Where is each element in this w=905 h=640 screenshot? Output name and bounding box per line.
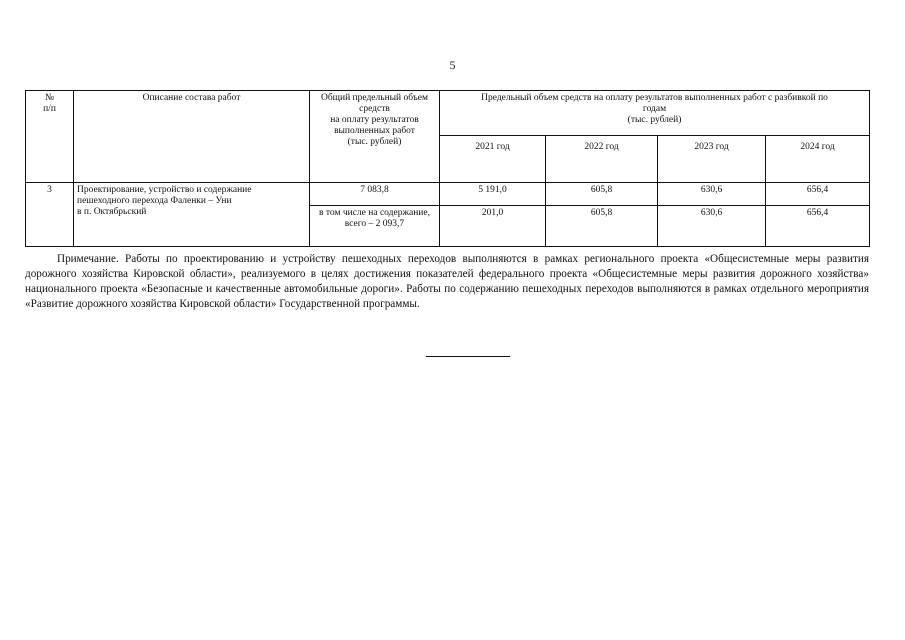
header-by-years-line: (тыс. рублей): [627, 115, 682, 125]
header-by-years-line: годам: [642, 104, 667, 114]
row-total: 7 083,8: [310, 183, 440, 206]
row-description-line: пешеходного перехода Фаленки – Уни: [77, 196, 232, 206]
page-number: 5: [449, 58, 456, 72]
header-total-line: (тыс. рублей): [347, 137, 402, 147]
row-value-2021: 5 191,0: [440, 183, 546, 206]
header-total-line: Общий предельный объем: [320, 93, 428, 103]
header-total: [310, 91, 440, 183]
works-table: [25, 90, 870, 247]
row-description-line: в п. Октябрьский: [77, 207, 147, 217]
row-value-2024: 656,4: [766, 183, 870, 206]
header-by-years-line: Предельный объем средств на оплату результатов выполненных работ с разбивкой по: [481, 93, 828, 103]
subrow-total-line: в том числе на содержание,: [319, 208, 430, 218]
table-row: [26, 183, 870, 206]
subrow-total: [310, 206, 440, 247]
row-value-2023: 630,6: [658, 183, 766, 206]
header-year-2024: 2024 год: [766, 136, 870, 183]
subrow-value-2022: 605,8: [546, 206, 658, 247]
row-num: 3: [26, 183, 74, 247]
end-rule: [426, 356, 510, 357]
header-year-2023: 2023 год: [658, 136, 766, 183]
subrow-value-2021: 201,0: [440, 206, 546, 247]
header-total-line: средств: [359, 104, 390, 114]
row-description: [74, 183, 310, 247]
header-total-line: выполненных работ: [334, 126, 415, 136]
header-num-line1: №: [44, 93, 55, 103]
header-row: [26, 91, 870, 136]
header-num: [26, 91, 74, 183]
header-year-2022: 2022 год: [546, 136, 658, 183]
header-by-years: [440, 91, 870, 136]
header-total-line: на оплату результатов: [330, 115, 419, 125]
header-year-2021: 2021 год: [440, 136, 546, 183]
note-paragraph: Примечание. Работы по проектированию и устройству пешеходных переходов выполняются в рамках регионального проекта «Общесистемные меры развития дорожного хозяйства Кировской области», реализуемого в целях достижения показателей федерального проекта «Общесистемные меры развития дорожного хозяйства» национального проекта «Безопасные и качественные автомобильные дороги». Работы по содержанию пешеходных переходов выполняются в рамках отдельного мероприятия «Развитие дорожного хозяйства Кировской области» Государственной программы.: [25, 253, 869, 310]
header-num-line2: п/п: [43, 104, 56, 114]
row-value-2022: 605,8: [546, 183, 658, 206]
subrow-value-2023: 630,6: [658, 206, 766, 247]
subrow-total-line: всего – 2 093,7: [344, 219, 405, 229]
subrow-value-2024: 656,4: [766, 206, 870, 247]
row-description-line: Проектирование, устройство и содержание: [77, 185, 252, 195]
header-description: Описание состава работ: [74, 91, 310, 183]
